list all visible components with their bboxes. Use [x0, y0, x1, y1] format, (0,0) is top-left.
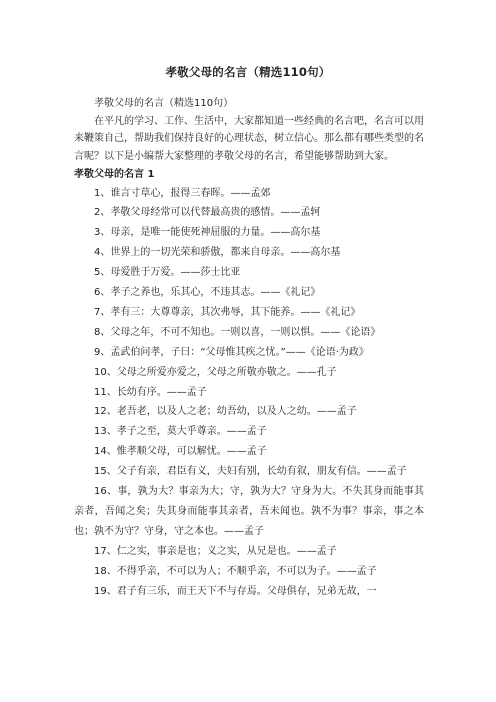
item-text: 父母之年，不可不知也。一则以喜，一则以惧。——《论语》 — [110, 326, 381, 338]
item-text: 老吾老，以及人之老；幼吾幼，以及人之幼。——孟子 — [116, 406, 357, 418]
list-item — [74, 462, 424, 482]
list-item — [74, 562, 424, 582]
item-text: 父母之所爱亦爱之，父母之所敬亦敬之。——孔子 — [116, 366, 337, 378]
item-number: 11、 — [94, 386, 117, 398]
item-number: 17、 — [94, 545, 117, 557]
item-number: 18、 — [94, 565, 117, 577]
item-text: 谁言寸草心，报得三春晖。——孟郊 — [110, 187, 271, 199]
list-item — [74, 363, 424, 383]
item-text: 孝子之养也，乐其心，不违其志。——《礼记》 — [110, 287, 321, 299]
item-text: 孝有三：大尊尊亲，其次弗辱，其下能养。——《礼记》 — [110, 306, 361, 318]
list-item — [74, 482, 424, 542]
item-text: 惟孝顺父母，可以解忧。——孟子 — [116, 446, 267, 458]
item-number: 5、 — [94, 267, 111, 279]
list-item — [74, 422, 424, 442]
list-item — [74, 263, 424, 283]
section-heading: 孝敬父母的名言 1 — [74, 168, 155, 180]
quote-list — [74, 184, 424, 602]
list-item — [74, 223, 424, 243]
item-text: 母爱胜于万爱。——莎士比亚 — [110, 267, 241, 279]
list-item — [74, 442, 424, 462]
item-number: 6、 — [94, 287, 111, 299]
item-number: 13、 — [94, 426, 117, 438]
list-item — [74, 383, 424, 403]
item-text: 母亲，是唯一能使死神屈服的力量。——高尔基 — [110, 227, 321, 239]
item-text: 仁之实，事亲是也；义之实，从兄是也。——孟子 — [116, 545, 337, 557]
item-text: 不得乎亲，不可以为人；不顺乎亲，不可以为子。——孟子 — [116, 565, 377, 577]
list-item — [74, 582, 424, 602]
item-text: 事，孰为大？事亲为大；守，孰为大？守身为大。不失其身而能事其亲者，吾闻之矣；失其身而能事其亲者，吾未闻也。孰不为事？事亲，事之本也；孰不为守？守身，守之本也。——孟子 — [74, 486, 424, 537]
item-number: 14、 — [94, 446, 117, 458]
list-item — [74, 343, 424, 363]
item-number: 15、 — [94, 466, 117, 478]
list-item — [74, 303, 424, 323]
list-item — [74, 323, 424, 343]
intro-line: 孝敬父母的名言（精选110句） — [94, 98, 234, 109]
item-number: 19、 — [94, 585, 117, 597]
list-item — [74, 243, 424, 263]
item-text: 孝子之至，莫大乎尊亲。——孟子 — [116, 426, 267, 438]
list-item — [74, 283, 424, 303]
item-number: 9、 — [94, 346, 111, 358]
item-text: 世界上的一切光荣和骄傲，都来自母亲。——高尔基 — [110, 247, 341, 259]
item-text: 孟武伯问孝，子曰：“父母惟其疾之忧。”——《论语·为政》 — [110, 346, 369, 358]
item-number: 3、 — [94, 227, 111, 239]
list-item — [74, 184, 424, 204]
item-number: 8、 — [94, 326, 111, 338]
item-text: 父子有亲，君臣有义，夫妇有别，长幼有叙，朋友有信。——孟子 — [116, 466, 407, 478]
intro-paragraph: 在平凡的学习、工作、生活中，大家都知道一些经典的名言吧，名言可以用来鞭策自己，帮助我们保持良好的心理状态，树立信心。那么都有哪些类型的名言呢？以下是小编帮大家整理的孝敬父母的名言，希望能够帮助到大家。 — [74, 115, 424, 163]
item-text: 孝敬父母经常可以代替最高贵的感情。——孟轲 — [110, 207, 321, 219]
list-item — [74, 402, 424, 422]
document-title: 孝敬父母的名言（精选110句） — [165, 65, 331, 79]
item-number: 7、 — [94, 306, 111, 318]
item-number: 16、 — [94, 486, 118, 498]
item-number: 12、 — [94, 406, 117, 418]
item-text: 君子有三乐，而王天下不与存焉。父母俱存，兄弟无故，一 — [116, 585, 377, 597]
document-body — [74, 95, 424, 602]
item-number: 4、 — [94, 247, 111, 259]
item-number: 10、 — [94, 366, 117, 378]
item-number: 1、 — [94, 187, 111, 199]
item-number: 2、 — [94, 207, 111, 219]
item-text: 长幼有序。——孟子 — [116, 386, 207, 398]
list-item — [74, 542, 424, 562]
list-item — [74, 203, 424, 223]
